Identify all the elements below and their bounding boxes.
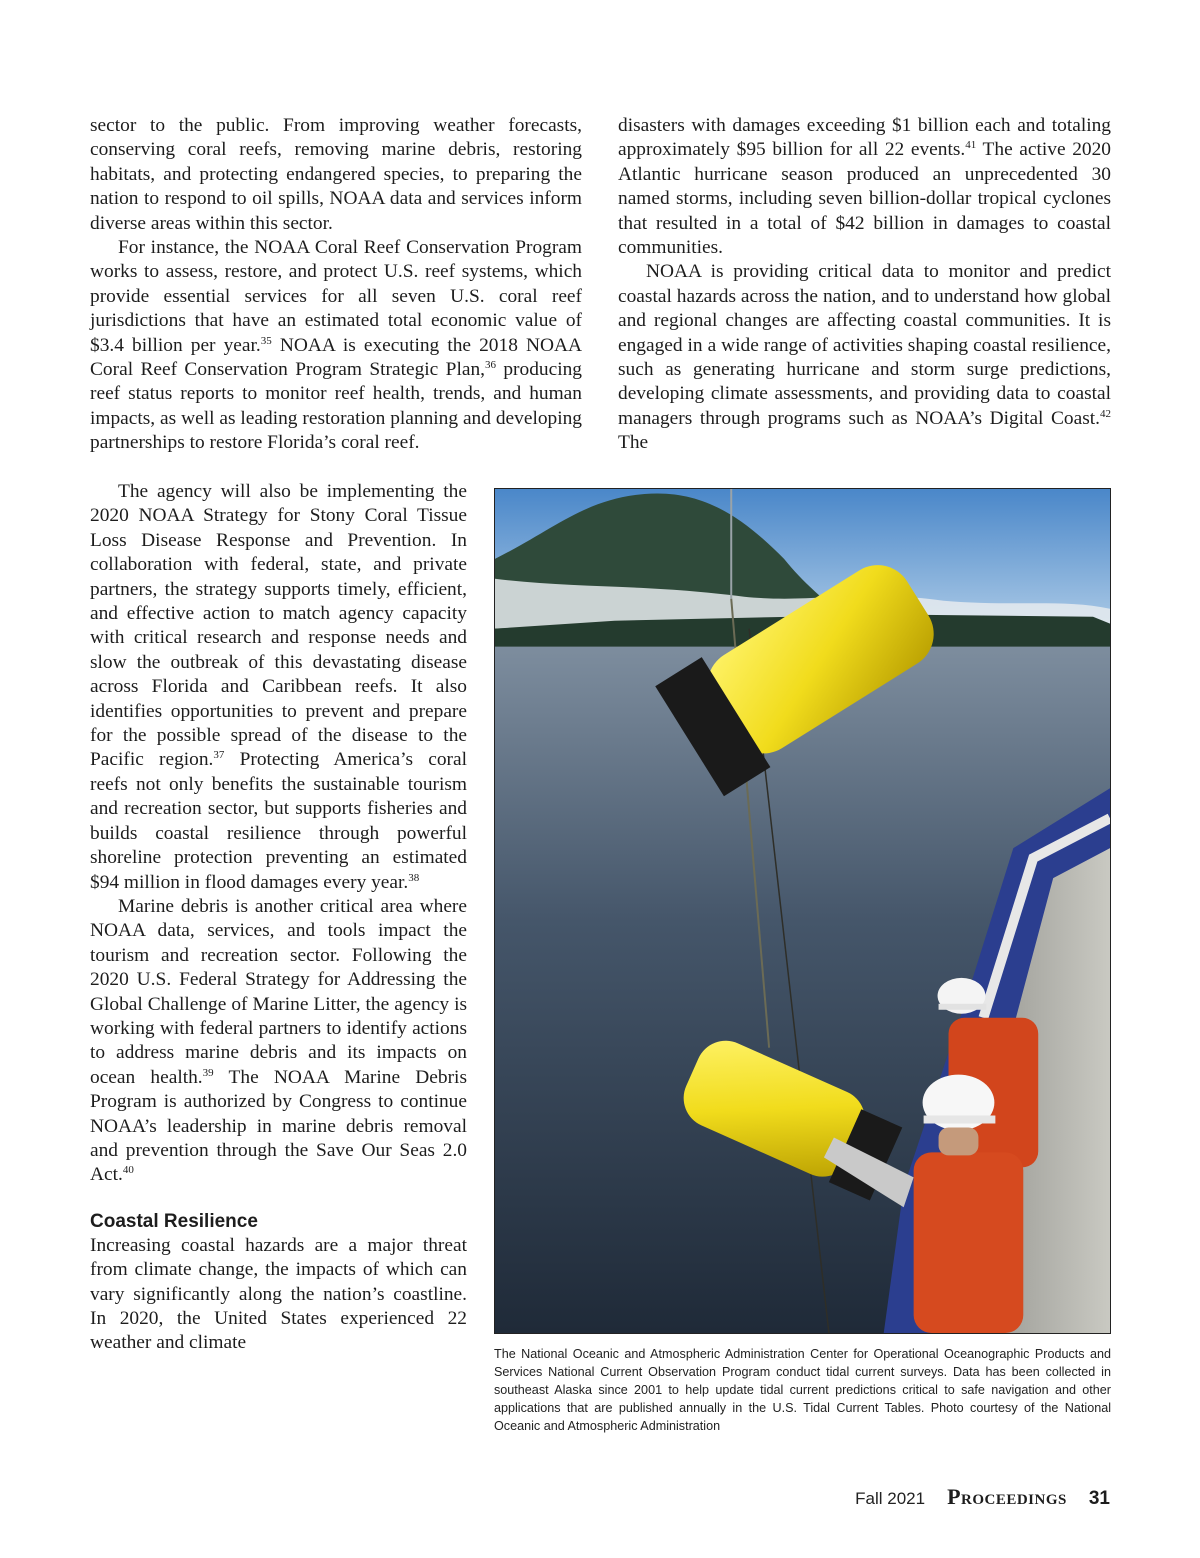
text-run: The NOAA Marine Debris Program is authorized by Congress to continue NOAA’s leadership in marine debris removal and prevention through the Save Our Seas 2.0 Act. xyxy=(90,1066,467,1186)
footnote-ref: 42 xyxy=(1100,407,1111,420)
paragraph xyxy=(90,895,467,1188)
footnote-ref: 37 xyxy=(213,749,225,762)
paragraph: sector to the public. From improving weather forecasts, conserving coral reefs, removing marine debris, restoring habitats, and protecting endangered species, to preparing the nation to respond to oil spills, NOAA data and services inform diverse areas within this sector. xyxy=(90,115,582,234)
page-footer xyxy=(855,1484,1110,1510)
text-run: Marine debris is another critical area where NOAA data, services, and tools impact the tourism and recreation sector. Following the 2020 U.S. Federal Strategy for Addressing the Global Challenge of Marine Litter, the agency is working with federal partners to identify actions to address marine debris and its impacts on ocean health. xyxy=(90,895,467,1088)
section-heading: Coastal Resilience xyxy=(90,1210,258,1232)
paragraph xyxy=(90,236,582,456)
paragraph xyxy=(618,114,1111,260)
footnote-ref: 41 xyxy=(965,139,977,152)
text-run: The active 2020 Atlantic hurricane season produced an unprecedented 30 named storms, including seven billion-dollar tropical cyclones that resulted in a total of $42 billion in damages to coastal communities. xyxy=(618,139,1111,259)
photo xyxy=(494,488,1111,1334)
footnote-ref: 39 xyxy=(202,1066,214,1079)
footnote-ref: 36 xyxy=(484,359,496,372)
left-column-bottom xyxy=(90,480,467,1356)
footnote-ref: 35 xyxy=(260,334,272,347)
paragraph xyxy=(618,260,1111,455)
journal-name: Proceedings xyxy=(947,1484,1067,1509)
survey-photo-illustration xyxy=(495,489,1110,1333)
paragraph xyxy=(90,480,467,895)
text-run: The agency will also be implementing the 2020 NOAA Strategy for Stony Coral Tissue Loss Disease Response and Prevention. In collaboration with federal, state, and private partners, the strategy supports timely, efficient, and effective action to match agency capacity with critical research and response needs and slow the outbreak of this devastating disease across Florida and Caribbean reefs. It also identifies opportunities to prevent and prepare for the possible spread of the disease to the Pacific region. xyxy=(90,481,467,771)
text-run: producing reef status reports to monitor reef health, trends, and human impacts, as well as leading restoration planning and developing partnerships to restore Florida’s coral reef. xyxy=(90,359,582,454)
left-column-top xyxy=(90,114,582,456)
right-column-top xyxy=(618,114,1111,456)
text-run: For instance, the NOAA Coral Reef Conservation Program works to assess, restore, and protect U.S. reef systems, which provide essential services for all seven U.S. coral reef jurisdictions that have an estimated total economic value of $3.4 billion per year. xyxy=(90,237,582,356)
text-run: NOAA is executing the 2018 NOAA Coral Reef Conservation Program Strategic Plan, xyxy=(90,334,582,381)
figure-caption: The National Oceanic and Atmospheric Administration Center for Operational Oceanographic Products and Services National Current Observation Program conduct tidal current surveys. Data has been collected in southeast Alaska since 2001 to help update tidal current predictions critical to safe navigation and other applications that are published annually in the U.S. Tidal Current Tables. Photo courtesy of the National Oceanic and Atmospheric Administration xyxy=(494,1347,1111,1433)
text-run: Protecting America’s coral reefs not only benefits the sustainable tourism and recreation sector, but supports fisheries and builds coastal resilience through powerful shoreline protection preventing an estimated $94 million in flood damages every year. xyxy=(90,749,467,893)
text-run: The xyxy=(618,432,649,454)
text-run: NOAA is providing critical data to monitor and predict coastal hazards across the nation, and to understand how global and regional changes are affecting coastal communities. It is engaged in a wide range of activities shaping coastal resilience, such as generating hurricane and storm surge predictions, developing climate assessments, and providing data to coastal managers through programs such as NOAA’s Digital Coast. xyxy=(618,261,1111,429)
page-number: 31 xyxy=(1088,1488,1110,1509)
paragraph: Increasing coastal hazards are a major threat from climate change, the impacts of which can vary significantly along the nation’s coastline. In 2020, the United States experienced 22 weather and climate xyxy=(90,1234,467,1354)
footnote-ref: 38 xyxy=(408,871,420,884)
footnote-ref: 40 xyxy=(122,1164,134,1177)
text-run: disasters with damages exceeding $1 billion each and totaling approximately $95 billion for all 22 events. xyxy=(618,115,1111,161)
issue-label: Fall 2021 xyxy=(855,1489,926,1508)
